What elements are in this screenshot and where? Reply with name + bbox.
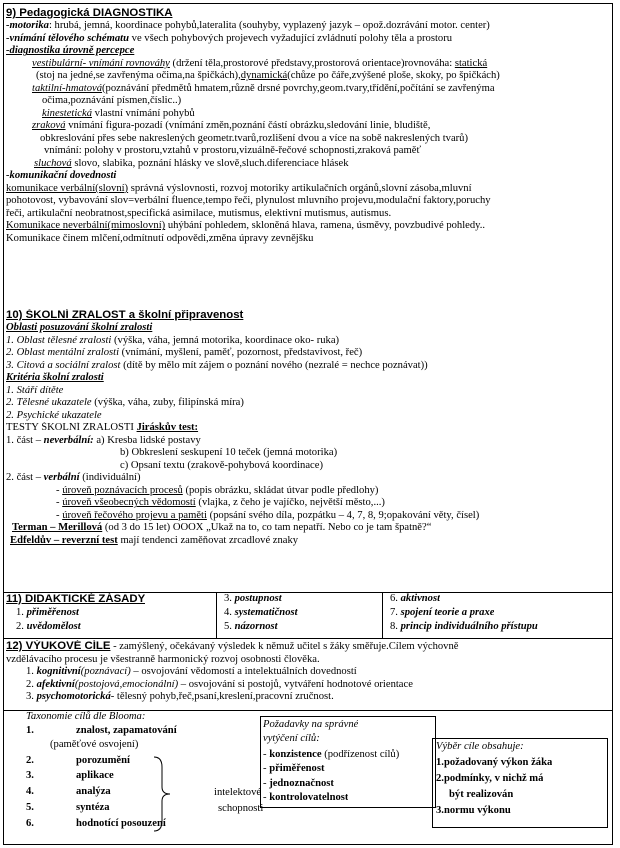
req-2: přiměřenost (269, 763, 325, 774)
document-page (3, 3, 613, 845)
bloom-6: hodnotící posouzení (76, 818, 166, 829)
tactile-text-2: očima,poznávání písmen,číslic..) (42, 95, 182, 107)
bloom-4: analýza (76, 786, 111, 797)
body-schema-text: ve všech pohybových projevech vyžadující zvládnutí polohy těla a prostoru (129, 32, 453, 44)
bloom-3-num: 3. (26, 770, 34, 781)
principle-1-num: 1. (16, 607, 27, 618)
selection-3: 3.normu výkonu (436, 805, 511, 816)
level-2-text: (vlajka, z čeho je vajíčko, největší město,...) (195, 497, 385, 509)
principle-2: uvědomělost (26, 621, 81, 632)
verbal-comm-text: správná výslovnosti, rozvoj motoriky artikulačních orgánů,slovní zásoba,mluvní (128, 182, 472, 194)
body-schema-label: -vnímání tělového schématu (6, 32, 130, 44)
criteria-2-text: (výška, váha, zuby, filipínská míra) (91, 397, 244, 409)
intellectual-label-1: intelektové (214, 787, 262, 798)
criteria-3: 2. Psychické ukazatele (6, 409, 102, 421)
verbal-comm-label: komunikace verbální(slovní) (6, 182, 129, 194)
part-1-label: neverbální: (43, 434, 94, 446)
readiness-areas-heading: Oblasti posuzování školní zralosti (6, 322, 153, 334)
goal-2-num: 2. (26, 678, 37, 690)
area-2-label: 2. Oblast mentální zralosti (6, 347, 120, 359)
goal-selection-box (432, 738, 608, 828)
kinesthetic-text: vlastní vnímání pohybů (92, 107, 195, 119)
principle-5-num: 5. (224, 621, 235, 632)
requirements-heading-2: vytýčení cílů: (263, 733, 320, 744)
part-2-label: verbální (43, 472, 80, 484)
edfeld-text: mají tendenci zaměňovat zrcadlové znaky (117, 534, 299, 546)
tactile-label: taktilní-hmatová (32, 82, 103, 94)
criteria-heading: Kritéria školní zralosti (6, 372, 104, 384)
req-4-dash: - (263, 792, 270, 803)
perception-heading: -diagnostika úrovně percepce (6, 45, 135, 57)
requirements-heading-1: Požadavky na správné (263, 719, 359, 730)
section-12 (6, 640, 610, 704)
section-10: 10) ŠKOLNÍ ZRALOST a školní připravenost Oblasti posuzování školní zralosti 1. Oblast tělesné zralosti (výška, váha, jemná motorika, koordinace oko- ruka) 2. Oblast mentální zralosti (vnímání, myšlení, paměť, pozornost, představivost, řeč) 3. Citová a sociální zralost (dítě by mělo mít zájem o poznání nového (nezralé = nechce poznávat)) Kritéria školní zralosti 1. Stáří dítěte 2. Tělesné ukazatele (výška, váha, zuby, filipínská míra) 2. Psychické ukazatele TESTY ŠKOLNÍ ZRALOSTI Jiráskův test: 1. část – neverbální: a) Kresba lidské postavy b) Obkreslení seskupení 10 teček (jemná motorika) c) Opsaní textu (zrakově-pohybová koordinace) 2. část – verbální (individuální) - úroveň poznávacích procesů (popis obrázku, skládat útvar podle předlohy) - úroveň všeobecných vědomostí (vlajka, z čeho je vajíčko, největší město,...) - úroveň řečového projevu a paměti (popsání svého díla, pozpátku – 4, 7, 8, 9;opakování věty, čísel) Terman – Merillová (od 3 do 15 let) OOOX „Ukaž na to, co tam nepatří. Nebo co je tam špatně?“ Edfeldův – reverzní test mají tendenci zaměňovat zrcadlové znaky (6, 309, 610, 547)
goal-1-label: kognitivní (36, 666, 81, 677)
bloom-1: znalost, zapamatování (76, 725, 177, 736)
edfeld-label: Edfeldův – reverzní test (10, 534, 118, 546)
terman-label: Terman – Merillová (12, 522, 103, 534)
criteria-1: 1. Stáří dítěte (6, 384, 64, 396)
goal-2-sub: (postojová,emocionální) (74, 678, 179, 690)
motorika-label: -motorika (6, 20, 49, 32)
tactile-text: (poznávání předmětů hmatem,různě drsné povrchy,geom.tvary,třídění,počítání se zavřenýma (102, 82, 495, 94)
principle-6-num: 6. (390, 593, 401, 604)
area-2-text: (vnímání, myšlení, paměť, pozornost, představivost, řeč) (119, 347, 363, 359)
level-1-text: (popis obrázku, skládat útvar podle předlohy) (182, 484, 379, 496)
vestibular-text-3: (chůze po čáře,zvýšené ploše, skoky, po špičkách) (287, 70, 500, 82)
principle-3: postupnost (234, 593, 282, 604)
vestibular-text-2: (stoj na jedné,se zavřenýma očima,na špičkách), (36, 70, 241, 82)
principle-1: přiměřenost (26, 607, 79, 618)
selection-2-cont: být realizován (449, 789, 514, 800)
part-1-prefix: 1. část – (6, 434, 44, 446)
column-divider-1 (216, 592, 217, 638)
static-label: statická (454, 57, 488, 69)
section-11 (6, 592, 610, 638)
goal-3-label: psychomotorická (36, 691, 111, 702)
terman-text: (od 3 do 15 let) OOOX „Ukaž na to, co tam nepatří. Nebo co je tam špatně?“ (102, 522, 432, 534)
column-divider-2 (382, 592, 383, 638)
curly-brace-icon (152, 755, 176, 833)
criteria-2-label: 2. Tělesné ukazatele (6, 397, 92, 409)
goal-3-text: - tělesný pohyb,řeč,psaní,kreslení,pracovní zručnost. (110, 691, 334, 702)
bloom-2: porozumění (76, 755, 130, 766)
level-3-label: úroveň řečového projevu a paměti (62, 509, 207, 521)
area-1-label: 1. Oblast tělesné zralosti (6, 334, 112, 346)
bloom-4-num: 4. (26, 786, 34, 797)
goal-1-sub: (poznávací) (80, 666, 131, 677)
req-3-dash: - (263, 778, 270, 789)
area-1-text: (výška, váha, jemná motorika, koordinace oko- ruka) (111, 334, 340, 346)
area-3-label: 3. Citová a sociální zralost (6, 359, 121, 371)
vestibular-label: vestibulární- vnímání rovnováhy (32, 57, 170, 69)
bloom-1-sub: (paměťové osvojení) (50, 739, 139, 750)
tests-label: TESTY ŠKOLNÍ ZRALOSTI (6, 422, 137, 434)
visual-label: zraková (32, 120, 66, 132)
bloom-6-num: 6. (26, 818, 34, 829)
principle-8-num: 8. (390, 621, 401, 632)
principle-7: spojení teorie a praxe (400, 607, 495, 618)
principle-4: systematičnost (234, 607, 298, 618)
part-2-text: (individuální) (79, 472, 141, 484)
selection-2: 2.podmínky, v nichž má (436, 773, 544, 784)
part-1-item-a: a) Kresba lidské postavy (93, 434, 201, 446)
motorika-text: : hrubá, jemná, koordinace pohybů,lateralita (souhyby, vyplazený jazyk – opož.dozrávání motor. center) (48, 20, 490, 32)
nonverbal-comm-text-2: Komunikace činem mlčení,odmítnutí odpovědi,změna úpravy zevnějšku (6, 232, 314, 244)
principle-7-num: 7. (390, 607, 401, 618)
selection-1: 1.požadovaný výkon žáka (436, 757, 553, 768)
section-12-title: 12) VÝUKOVÉ CÍLE (6, 640, 111, 652)
principle-8: princip individuálního přístupu (400, 621, 538, 632)
communication-heading: -komunikační dovednosti (6, 170, 117, 182)
goal-1-num: 1. (26, 666, 37, 677)
kinesthetic-label: kinestetická (42, 107, 92, 119)
visual-text-2: obkreslování přes sebe nakreslených geometr.tvarů,rozlišení dvou a více na sobě nakreslených tvarů) (40, 132, 469, 144)
section-9-title: 9) Pedagogická DIAGNOSTIKA (6, 7, 173, 19)
dynamic-label: dynamická (240, 70, 288, 82)
req-3: jednoznačnost (269, 778, 334, 789)
level-2-label: úroveň všeobecných vědomostí (62, 497, 196, 509)
bloom-1-num: 1. (26, 725, 34, 736)
visual-text-3: vnímání: polohy v prostoru,vztahů v prostoru,vizuálně-řečové schopnosti,zraková paměť (44, 145, 421, 157)
vestibular-text: (držení těla,prostorové představy,prostorová orientace)rovnováha: (169, 57, 455, 69)
principle-2-num: 2. (16, 621, 27, 632)
auditory-text: slovo, slabika, poznání hlásky ve slově,sluch.diferenciace hlásek (71, 157, 349, 169)
req-1-dash: - (263, 749, 270, 760)
goals-text: - zamýšlený, očekávaný výsledek k němuž učitel s žáky směřuje.Cílem výchovně (110, 641, 459, 652)
req-4: kontrolovatelnost (269, 792, 349, 803)
bloom-taxonomy (4, 711, 264, 845)
nonverbal-comm-text: uhýbání pohledem, skloněná hlava, ramena, úsměvy, povzbudivé pohledy.. (165, 220, 486, 232)
bloom-2-num: 2. (26, 755, 34, 766)
verbal-comm-text-2: pohotovost, vybavování slov=verbální fluence,tempo řeči, plynulost mluvního projevu,modulační faktory,poruchy (6, 195, 491, 207)
nonverbal-comm-label: Komunikace neverbální(mimoslovní) (6, 220, 166, 232)
part-1-item-b: b) Obkreslení seskupení 10 teček (jemná motorika) (120, 447, 338, 459)
requirements-box (260, 716, 436, 808)
principle-5: názornost (234, 621, 278, 632)
verbal-comm-text-3: řeči, artikulační neobratnost,specifická asimilace, mutismus, elektivní mutismus, autismus. (6, 207, 392, 219)
level-1-label: úroveň poznávacích procesů (62, 484, 183, 496)
req-2-dash: - (263, 763, 270, 774)
goal-1-text: – osvojování vědomostí a intelektuálních dovedností (130, 666, 357, 677)
part-1-item-c: c) Opsaní textu (zrakově-pohybová koordinace) (120, 459, 323, 471)
principle-6: aktivnost (400, 593, 441, 604)
section-9 (6, 7, 610, 245)
bloom-5-num: 5. (26, 802, 34, 813)
goal-2-label: afektivní (36, 678, 75, 690)
goals-text-2: vzdělávacího procesu je všestranně harmonický rozvoj osobnosti člověka. (6, 653, 320, 665)
bloom-3: aplikace (76, 770, 114, 781)
auditory-label: sluchová (34, 157, 72, 169)
visual-text: vnímání figura-pozadí (vnímání změn,poznání částí obrázku,sledování linie, bludiště, (65, 120, 431, 132)
section-11-title: 11) DIDAKTICKÉ ZÁSADY (6, 593, 146, 605)
goal-3-num: 3. (26, 691, 37, 702)
divider-12 (4, 638, 612, 639)
req-1-sub: (podřízenost cílů) (321, 749, 400, 760)
area-3-text: (dítě by mělo mít zájem o poznání nového (nezralé = nechce poznávat)) (120, 359, 428, 371)
bloom-5: syntéza (76, 802, 110, 813)
part-2-prefix: 2. část – (6, 472, 44, 484)
taxonomy-heading: Taxonomie cílů dle Blooma: (26, 711, 146, 722)
selection-heading: Výběr cíle obsahuje: (436, 741, 524, 752)
section-10-title: 10) ŠKOLNÍ ZRALOST a školní připravenost (6, 309, 244, 321)
level-3-text: (popsání svého díla, pozpátku – 4, 7, 8, 9;opakování věty, čísel) (206, 509, 480, 521)
req-1: konzistence (269, 749, 322, 760)
principle-4-num: 4. (224, 607, 235, 618)
goal-2-text: – osvojování si postojů, vytváření hodnotové orientace (178, 678, 413, 690)
intellectual-label-2: schopnosti (218, 803, 264, 814)
principle-3-num: 3. (224, 593, 235, 604)
jirasek-test-label: Jiráskův test: (136, 422, 199, 434)
